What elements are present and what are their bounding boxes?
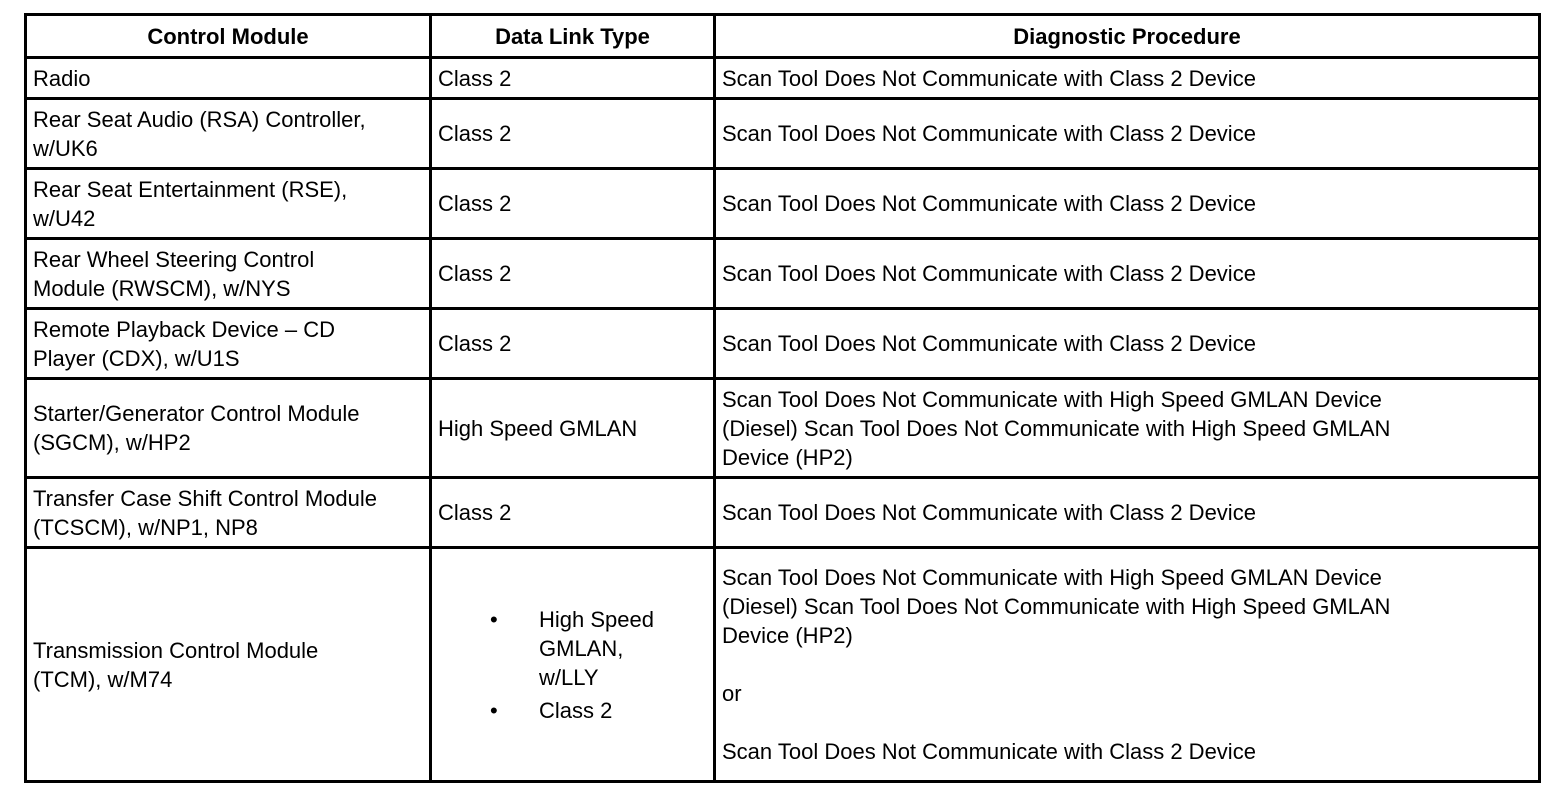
bullet: • bbox=[490, 606, 498, 632]
cell-diagnostic-procedure bbox=[715, 169, 1540, 239]
cell-diagnostic-procedure bbox=[715, 548, 1540, 782]
procedure-text: Device (HP2) bbox=[722, 444, 853, 470]
cell-control-module bbox=[26, 478, 431, 548]
list-item bbox=[438, 696, 707, 725]
diagnostic-table bbox=[24, 13, 1541, 783]
module-text: Rear Seat Audio (RSA) Controller, bbox=[33, 106, 366, 132]
table-row bbox=[26, 99, 1540, 169]
cell-control-module bbox=[26, 99, 431, 169]
blank-line bbox=[722, 650, 1532, 679]
module-text: (TCM), w/M74 bbox=[33, 666, 173, 692]
module-text: Transmission Control Module bbox=[33, 637, 319, 663]
cell-diagnostic-procedure bbox=[715, 239, 1540, 309]
procedure-text: Scan Tool Does Not Communicate with Class 2 Device bbox=[722, 261, 1256, 286]
cell-control-module bbox=[26, 239, 431, 309]
procedure-text: Scan Tool Does Not Communicate with High Speed GMLAN Device bbox=[722, 386, 1382, 412]
link-text: GMLAN, bbox=[539, 635, 624, 661]
module-text: Starter/Generator Control Module bbox=[33, 401, 360, 426]
module-text: Transfer Case Shift Control Module bbox=[33, 485, 377, 511]
cell-data-link-type: Class 2 bbox=[431, 309, 715, 379]
header-row bbox=[26, 15, 1540, 58]
link-text: Class 2 bbox=[539, 697, 613, 723]
list-item bbox=[438, 605, 707, 692]
cell-diagnostic-procedure bbox=[715, 478, 1540, 548]
table-row bbox=[26, 239, 1540, 309]
module-text: Rear Seat Entertainment (RSE), bbox=[33, 176, 348, 202]
module-text: w/U42 bbox=[33, 205, 96, 231]
header-data-link-type: Data Link Type bbox=[431, 15, 715, 58]
module-text: w/UK6 bbox=[33, 135, 98, 161]
cell-data-link-type: High Speed GMLAN bbox=[431, 379, 715, 478]
link-text: High Speed bbox=[539, 606, 654, 632]
cell-data-link-type: Class 2 bbox=[431, 239, 715, 309]
cell-control-module bbox=[26, 309, 431, 379]
table-row bbox=[26, 548, 1540, 782]
module-text: Player (CDX), w/U1S bbox=[33, 345, 240, 371]
cell-control-module bbox=[26, 58, 431, 99]
blank-line bbox=[722, 708, 1532, 737]
procedure-text: or bbox=[722, 681, 742, 706]
procedure-text: (Diesel) Scan Tool Does Not Communicate with High Speed GMLAN bbox=[722, 594, 1391, 619]
module-text: Remote Playback Device – CD bbox=[33, 316, 336, 342]
cell-data-link-type: Class 2 bbox=[431, 478, 715, 548]
cell-data-link-type bbox=[431, 548, 715, 782]
cell-data-link-type: Class 2 bbox=[431, 99, 715, 169]
cell-data-link-type: Class 2 bbox=[431, 169, 715, 239]
procedure-text: Scan Tool Does Not Communicate with Class 2 Device bbox=[722, 739, 1256, 764]
module-text: (TCSCM), w/NP1, NP8 bbox=[33, 514, 258, 540]
data-link-list bbox=[438, 605, 707, 725]
link-text: w/LLY bbox=[539, 664, 599, 690]
procedure-text: Scan Tool Does Not Communicate with Class 2 Device bbox=[722, 191, 1256, 216]
procedure-text: Scan Tool Does Not Communicate with Class 2 Device bbox=[722, 500, 1256, 525]
procedure-text: (Diesel) Scan Tool Does Not Communicate with High Speed GMLAN bbox=[722, 415, 1391, 441]
header-control-module: Control Module bbox=[26, 15, 431, 58]
cell-control-module bbox=[26, 169, 431, 239]
bullet: • bbox=[490, 697, 498, 723]
table-row bbox=[26, 58, 1540, 99]
procedure-text: Scan Tool Does Not Communicate with Class 2 Device bbox=[722, 121, 1256, 146]
module-text: Module (RWSCM), w/NYS bbox=[33, 275, 291, 301]
module-text: Radio bbox=[33, 65, 91, 91]
cell-diagnostic-procedure bbox=[715, 58, 1540, 99]
cell-control-module bbox=[26, 548, 431, 782]
table-row bbox=[26, 309, 1540, 379]
cell-diagnostic-procedure bbox=[715, 309, 1540, 379]
cell-diagnostic-procedure bbox=[715, 99, 1540, 169]
table-row bbox=[26, 379, 1540, 478]
table-row bbox=[26, 478, 1540, 548]
procedure-text: Device (HP2) bbox=[722, 623, 853, 648]
procedure-text: Scan Tool Does Not Communicate with Class 2 Device bbox=[722, 331, 1256, 356]
cell-diagnostic-procedure bbox=[715, 379, 1540, 478]
module-text: Rear Wheel Steering Control bbox=[33, 246, 315, 272]
procedure-text: Scan Tool Does Not Communicate with High Speed GMLAN Device bbox=[722, 565, 1382, 590]
module-text: (SGCM), w/HP2 bbox=[33, 430, 191, 455]
cell-data-link-type: Class 2 bbox=[431, 58, 715, 99]
procedure-text: Scan Tool Does Not Communicate with Class 2 Device bbox=[722, 65, 1256, 91]
header-diagnostic-procedure: Diagnostic Procedure bbox=[715, 15, 1540, 58]
table-row bbox=[26, 169, 1540, 239]
cell-control-module bbox=[26, 379, 431, 478]
